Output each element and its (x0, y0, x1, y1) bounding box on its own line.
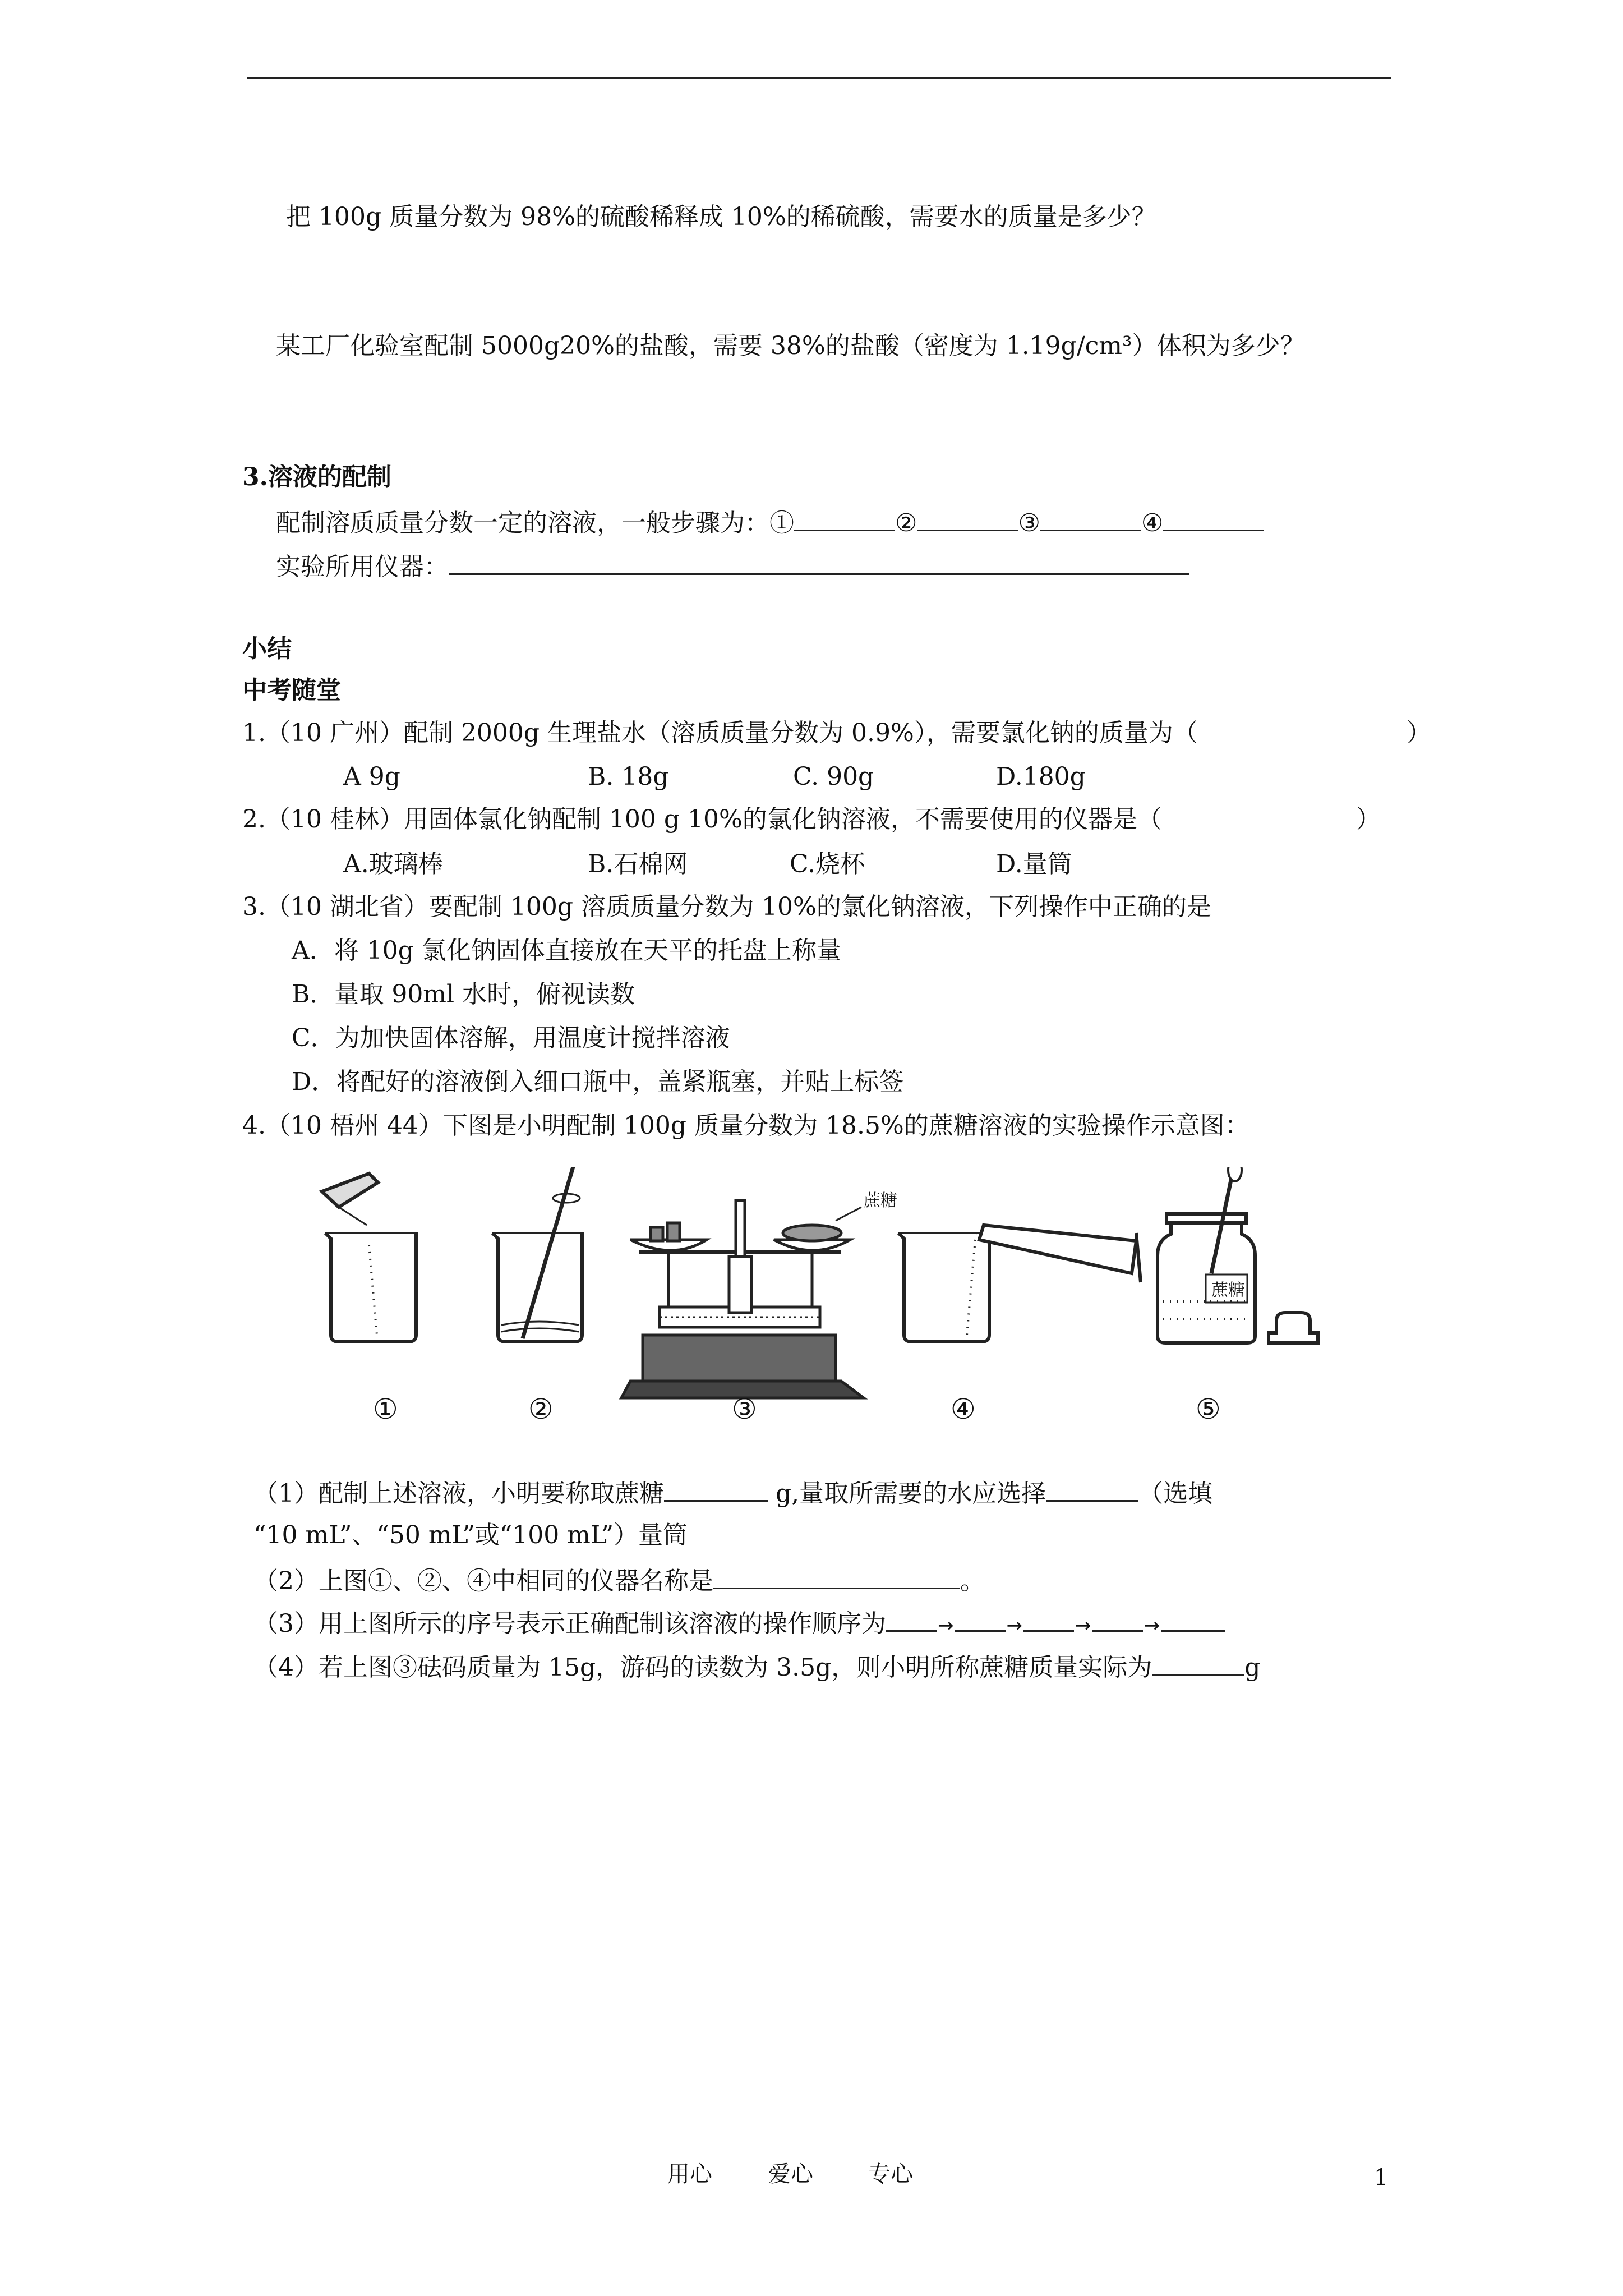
order-blank-1[interactable] (886, 1605, 937, 1632)
order-blank-5[interactable] (1161, 1605, 1225, 1632)
arrow-icon: → (938, 1614, 954, 1637)
instruments-label: 实验所用仪器： (276, 553, 449, 581)
order-blank-2[interactable] (955, 1605, 1006, 1632)
instruments-blank[interactable] (449, 549, 1189, 575)
instrument-name-blank[interactable] (713, 1563, 960, 1589)
problem-1: 把 100g 质量分数为 98%的硫酸稀释成 10%的稀硫酸，需要水的质量是多少？ (286, 203, 1156, 231)
step-marker-4: ④ (1141, 509, 1164, 537)
arrow-icon: → (1075, 1614, 1091, 1637)
q4-sub1-line1 (253, 1475, 1212, 1510)
order-blank-4[interactable] (1092, 1605, 1143, 1632)
q3-option-d: D．将配好的溶液倒入细口瓶中，盖紧瓶塞，并贴上标签 (292, 1068, 904, 1096)
q3-option-c: C．为加快固体溶解，用温度计搅拌溶液 (292, 1024, 730, 1052)
figure-number-5: ⑤ (1196, 1393, 1221, 1425)
sub4-text: （4）若上图③砝码质量为 15g，游码的读数为 3.5g，则小明所称蔗糖质量实际为 (253, 1653, 1152, 1682)
step-marker-2: ② (895, 509, 917, 537)
step-blank-2[interactable] (917, 505, 1018, 531)
exam-title: 中考随堂 (242, 676, 341, 705)
q4-sub3 (253, 1605, 1225, 1640)
figure-1-pouring-sugar (322, 1174, 418, 1342)
q2-option-c: C.烧杯 (790, 850, 865, 878)
sub4-end: g (1244, 1653, 1261, 1682)
figure-2-stirring (492, 1167, 584, 1342)
sub1-text-c: （选填 (1138, 1479, 1213, 1508)
sub1-text-a: （1）配制上述溶液，小明要称取蔗糖 (253, 1479, 664, 1508)
section3-title: 3.溶液的配制 (242, 463, 391, 491)
step-marker-3: ③ (1018, 509, 1040, 537)
steps-label: 配制溶质质量分数一定的溶液，一般步骤为： (276, 509, 769, 537)
q4-stem: 4.（10 梧州 44）下图是小明配制 100g 质量分数为 18.5%的蔗糖溶液的实验操作示意图： (242, 1111, 1249, 1140)
sub2-end: 。 (960, 1567, 985, 1595)
figure-number-1: ① (373, 1393, 398, 1425)
q1-option-a: A 9g (343, 762, 400, 791)
q1-close-paren: ） (1407, 719, 1431, 747)
order-blank-3[interactable] (1023, 1605, 1074, 1632)
figure-number-2: ② (528, 1393, 554, 1425)
figure-label-sugar: 蔗糖 (864, 1191, 897, 1211)
q2-stem: 2.（10 桂林）用固体氯化钠配制 100 g 10%的氯化钠溶液，不需要使用的仪器是（ (242, 805, 1162, 834)
q1-stem: 1.（10 广州）配制 2000g 生理盐水（溶质质量分数为 0.9%），需要氯化钠的质量为（ (242, 719, 1198, 747)
section3-instruments (276, 549, 1189, 583)
problem-2: 某工厂化验室配制 5000g20%的盐酸，需要 38%的盐酸（密度为 1.19g/cm³）体积为多少？ (276, 332, 1305, 360)
q3-option-b: B．量取 90ml 水时，俯视读数 (292, 980, 635, 1009)
sub3-text: （3）用上图所示的序号表示正确配制该溶液的操作顺序为 (253, 1609, 886, 1638)
footer-motto-2: 爱心 (768, 2161, 813, 2187)
footer-motto-3: 专心 (868, 2161, 913, 2187)
q2-option-d: D.量筒 (996, 850, 1072, 878)
summary-title: 小结 (242, 634, 292, 663)
sub2-text: （2）上图①、②、④中相同的仪器名称是 (253, 1567, 713, 1595)
header-rule (247, 77, 1391, 79)
page-number: 1 (1374, 2165, 1389, 2191)
figure-4-pouring-water (898, 1225, 1141, 1342)
step-blank-3[interactable] (1040, 505, 1141, 531)
step-blank-4[interactable] (1163, 505, 1264, 531)
arrow-icon: → (1006, 1614, 1022, 1637)
q2-close-paren: ） (1356, 805, 1381, 834)
q2-option-a: A.玻璃棒 (343, 850, 443, 878)
footer-motto-1: 用心 (667, 2161, 712, 2187)
q1-option-c: C. 90g (793, 762, 874, 791)
q3-option-a: A．将 10g 氯化钠固体直接放在天平的托盘上称量 (292, 936, 841, 965)
cylinder-size-blank[interactable] (1046, 1475, 1138, 1502)
q4-sub2 (253, 1563, 985, 1597)
step-blank-1[interactable] (794, 505, 895, 531)
q4-sub1-line2: “10 mL”、“50 mL”或“100 mL”）量筒 (253, 1521, 688, 1549)
q3-stem: 3.（10 湖北省）要配制 100g 溶质质量分数为 10%的氯化钠溶液，下列操作中正确的是 (242, 892, 1211, 921)
sub1-text-b: g,量取所需要的水应选择 (768, 1479, 1046, 1508)
sugar-mass-blank[interactable] (664, 1475, 768, 1502)
arrow-icon: → (1144, 1614, 1160, 1637)
q1-option-b: B. 18g (588, 762, 669, 791)
q4-sub4 (253, 1649, 1260, 1683)
figure-5-sugar-jar (1158, 1167, 1318, 1343)
actual-mass-blank[interactable] (1152, 1649, 1244, 1676)
q1-option-d: D.180g (996, 762, 1086, 791)
figure-label-jar: 蔗糖 (1211, 1281, 1245, 1300)
section3-steps (276, 505, 1264, 539)
q2-option-b: B.石棉网 (588, 850, 688, 878)
figure-number-3: ③ (732, 1393, 757, 1425)
figure-number-4: ④ (951, 1393, 976, 1425)
step-marker-1: ① (769, 509, 794, 537)
figure-3-balance (621, 1200, 864, 1398)
